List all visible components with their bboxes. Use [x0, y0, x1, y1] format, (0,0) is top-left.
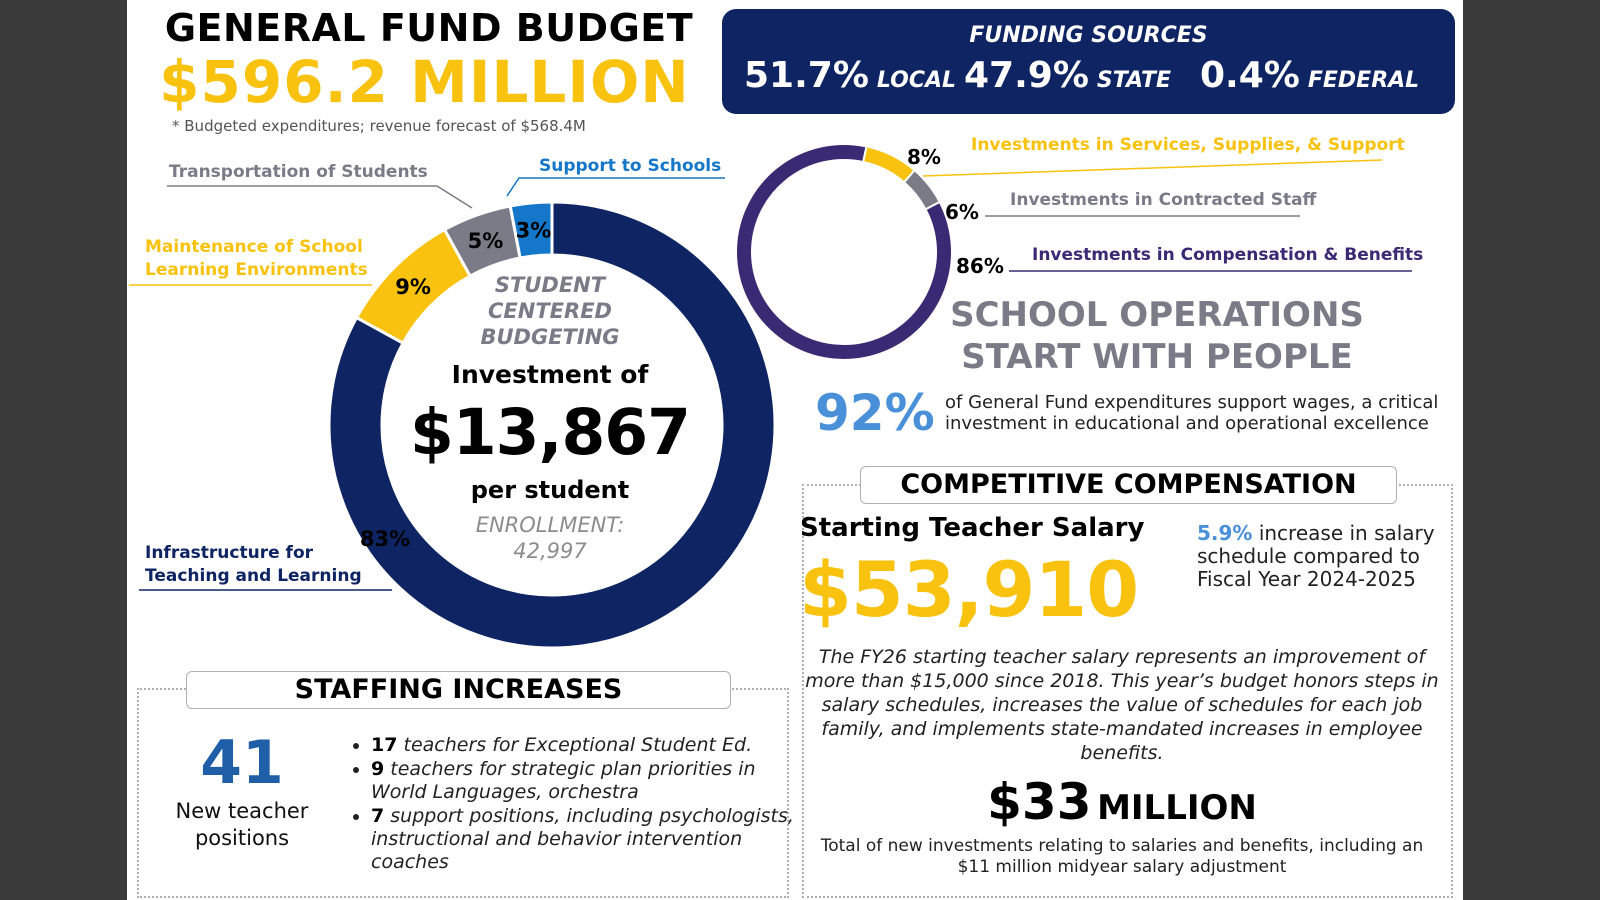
label-maintenance-line-1: Maintenance of School: [145, 237, 363, 257]
staffing-heading: STAFFING INCREASES: [186, 671, 731, 709]
infographic-page: [127, 0, 1463, 900]
new-investments-total: [802, 773, 1442, 831]
label-ops-services: Investments in Services, Supplies, & Support: [971, 135, 1405, 155]
scb-line-3: BUDGETING: [480, 325, 620, 349]
compensation-heading: COMPETITIVE COMPENSATION: [860, 466, 1397, 504]
leader-support: [507, 178, 725, 196]
label-transportation: Transportation of Students: [169, 162, 428, 182]
staffing-item-count: 7: [371, 805, 385, 827]
investment-label: Investment of: [451, 360, 649, 389]
salary-increase-pct: 5.9%: [1197, 521, 1253, 545]
budget-total: $596.2 MILLION: [159, 48, 690, 116]
label-infrastructure: [145, 542, 362, 588]
ops-pct-comp: 86%: [956, 254, 1004, 278]
slice-pct-transportation-of-students: 5%: [467, 229, 504, 254]
salary-increase-text: increase in salary schedule compared to Fiscal Year 2024-2025: [1197, 521, 1435, 591]
funding-state-label: STATE: [1096, 68, 1172, 93]
label-support-to-schools: Support to Schools: [539, 156, 722, 176]
ops-heading-line-2: START WITH PEOPLE: [961, 337, 1353, 377]
staffing-item: [371, 734, 811, 757]
school-operations-heading: [927, 294, 1387, 378]
new-teacher-count: 41: [200, 728, 284, 798]
label-infrastructure-line-1: Infrastructure for: [145, 543, 314, 563]
salary-increase-note: [1197, 522, 1447, 591]
new-teacher-label: New teacher positions: [175, 799, 309, 850]
label-maintenance: [145, 236, 368, 282]
staffing-list: [349, 734, 811, 875]
new-investments-number: $33: [987, 773, 1092, 831]
budget-footnote: * Budgeted expenditures; revenue forecast of $568.4M: [172, 117, 586, 135]
label-infrastructure-line-2: Teaching and Learning: [145, 566, 362, 586]
funding-local-label: LOCAL: [876, 68, 957, 93]
leader-transportation: [167, 186, 472, 208]
funding-federal-label: FEDERAL: [1307, 68, 1420, 93]
enrollment-label: ENROLLMENT:: [475, 513, 625, 537]
scb-line-1: STUDENT: [494, 273, 606, 297]
staffing-item: [371, 805, 811, 874]
staffing-item-count: 9: [371, 758, 385, 780]
starting-salary-label: Starting Teacher Salary: [800, 513, 1145, 543]
funding-local-pct: 51.7%: [744, 55, 869, 96]
new-investments-note: Total of new investments relating to salaries and benefits, including an $11 million midyear salary adjustment: [820, 836, 1424, 877]
label-maintenance-line-2: Learning Environments: [145, 260, 368, 280]
staffing-item-text: teachers for Exceptional Student Ed.: [403, 734, 753, 756]
staffing-item: [371, 758, 811, 804]
scb-line-2: CENTERED: [488, 299, 612, 323]
label-ops-comp: Investments in Compensation & Benefits: [1032, 245, 1424, 265]
page-title: GENERAL FUND BUDGET: [164, 6, 694, 50]
per-student-amount: $13,867: [410, 396, 690, 469]
staffing-item-count: 17: [371, 734, 398, 756]
staffing-item-text: support positions, including psychologists, instructional and behavior intervention coaches: [371, 805, 794, 873]
funding-sources-title: FUNDING SOURCES: [969, 23, 1208, 48]
slice-pct-infrastructure-for-teaching-and-learning: 83%: [359, 527, 411, 551]
funding-state-pct: 47.9%: [964, 55, 1089, 96]
slice-pct-support-to-schools: 3%: [515, 218, 552, 243]
wages-description: of General Fund expenditures support wages, a critical investment in educational and operational excellence: [945, 392, 1439, 434]
enrollment-value: 42,997: [513, 539, 587, 563]
funding-federal-pct: 0.4%: [1200, 55, 1300, 96]
ops-pct-services: 8%: [907, 145, 941, 169]
slice-pct-maintenance-of-school-learning-environments: 9%: [395, 275, 431, 300]
new-investments-word: MILLION: [1097, 788, 1257, 828]
starting-salary-amount: $53,910: [799, 545, 1139, 634]
operations-percent-labels: [887, 140, 1027, 280]
label-ops-contracted: Investments in Contracted Staff: [1010, 190, 1317, 210]
ops-heading-line-1: SCHOOL OPERATIONS: [950, 295, 1364, 335]
ops-pct-contracted: 6%: [945, 200, 979, 224]
per-student-label: per student: [470, 476, 630, 504]
salary-paragraph: The FY26 starting teacher salary represents an improvement of more than $15,000 since 2018. This year’s budget honors steps in salary schedules, increases the value of schedules for each job family, and implements state-mandated increases in employee benefits.: [805, 646, 1439, 764]
staffing-item-text: teachers for strategic plan priorities in World Languages, orchestra: [371, 758, 756, 803]
wages-percent: 92%: [815, 384, 935, 442]
